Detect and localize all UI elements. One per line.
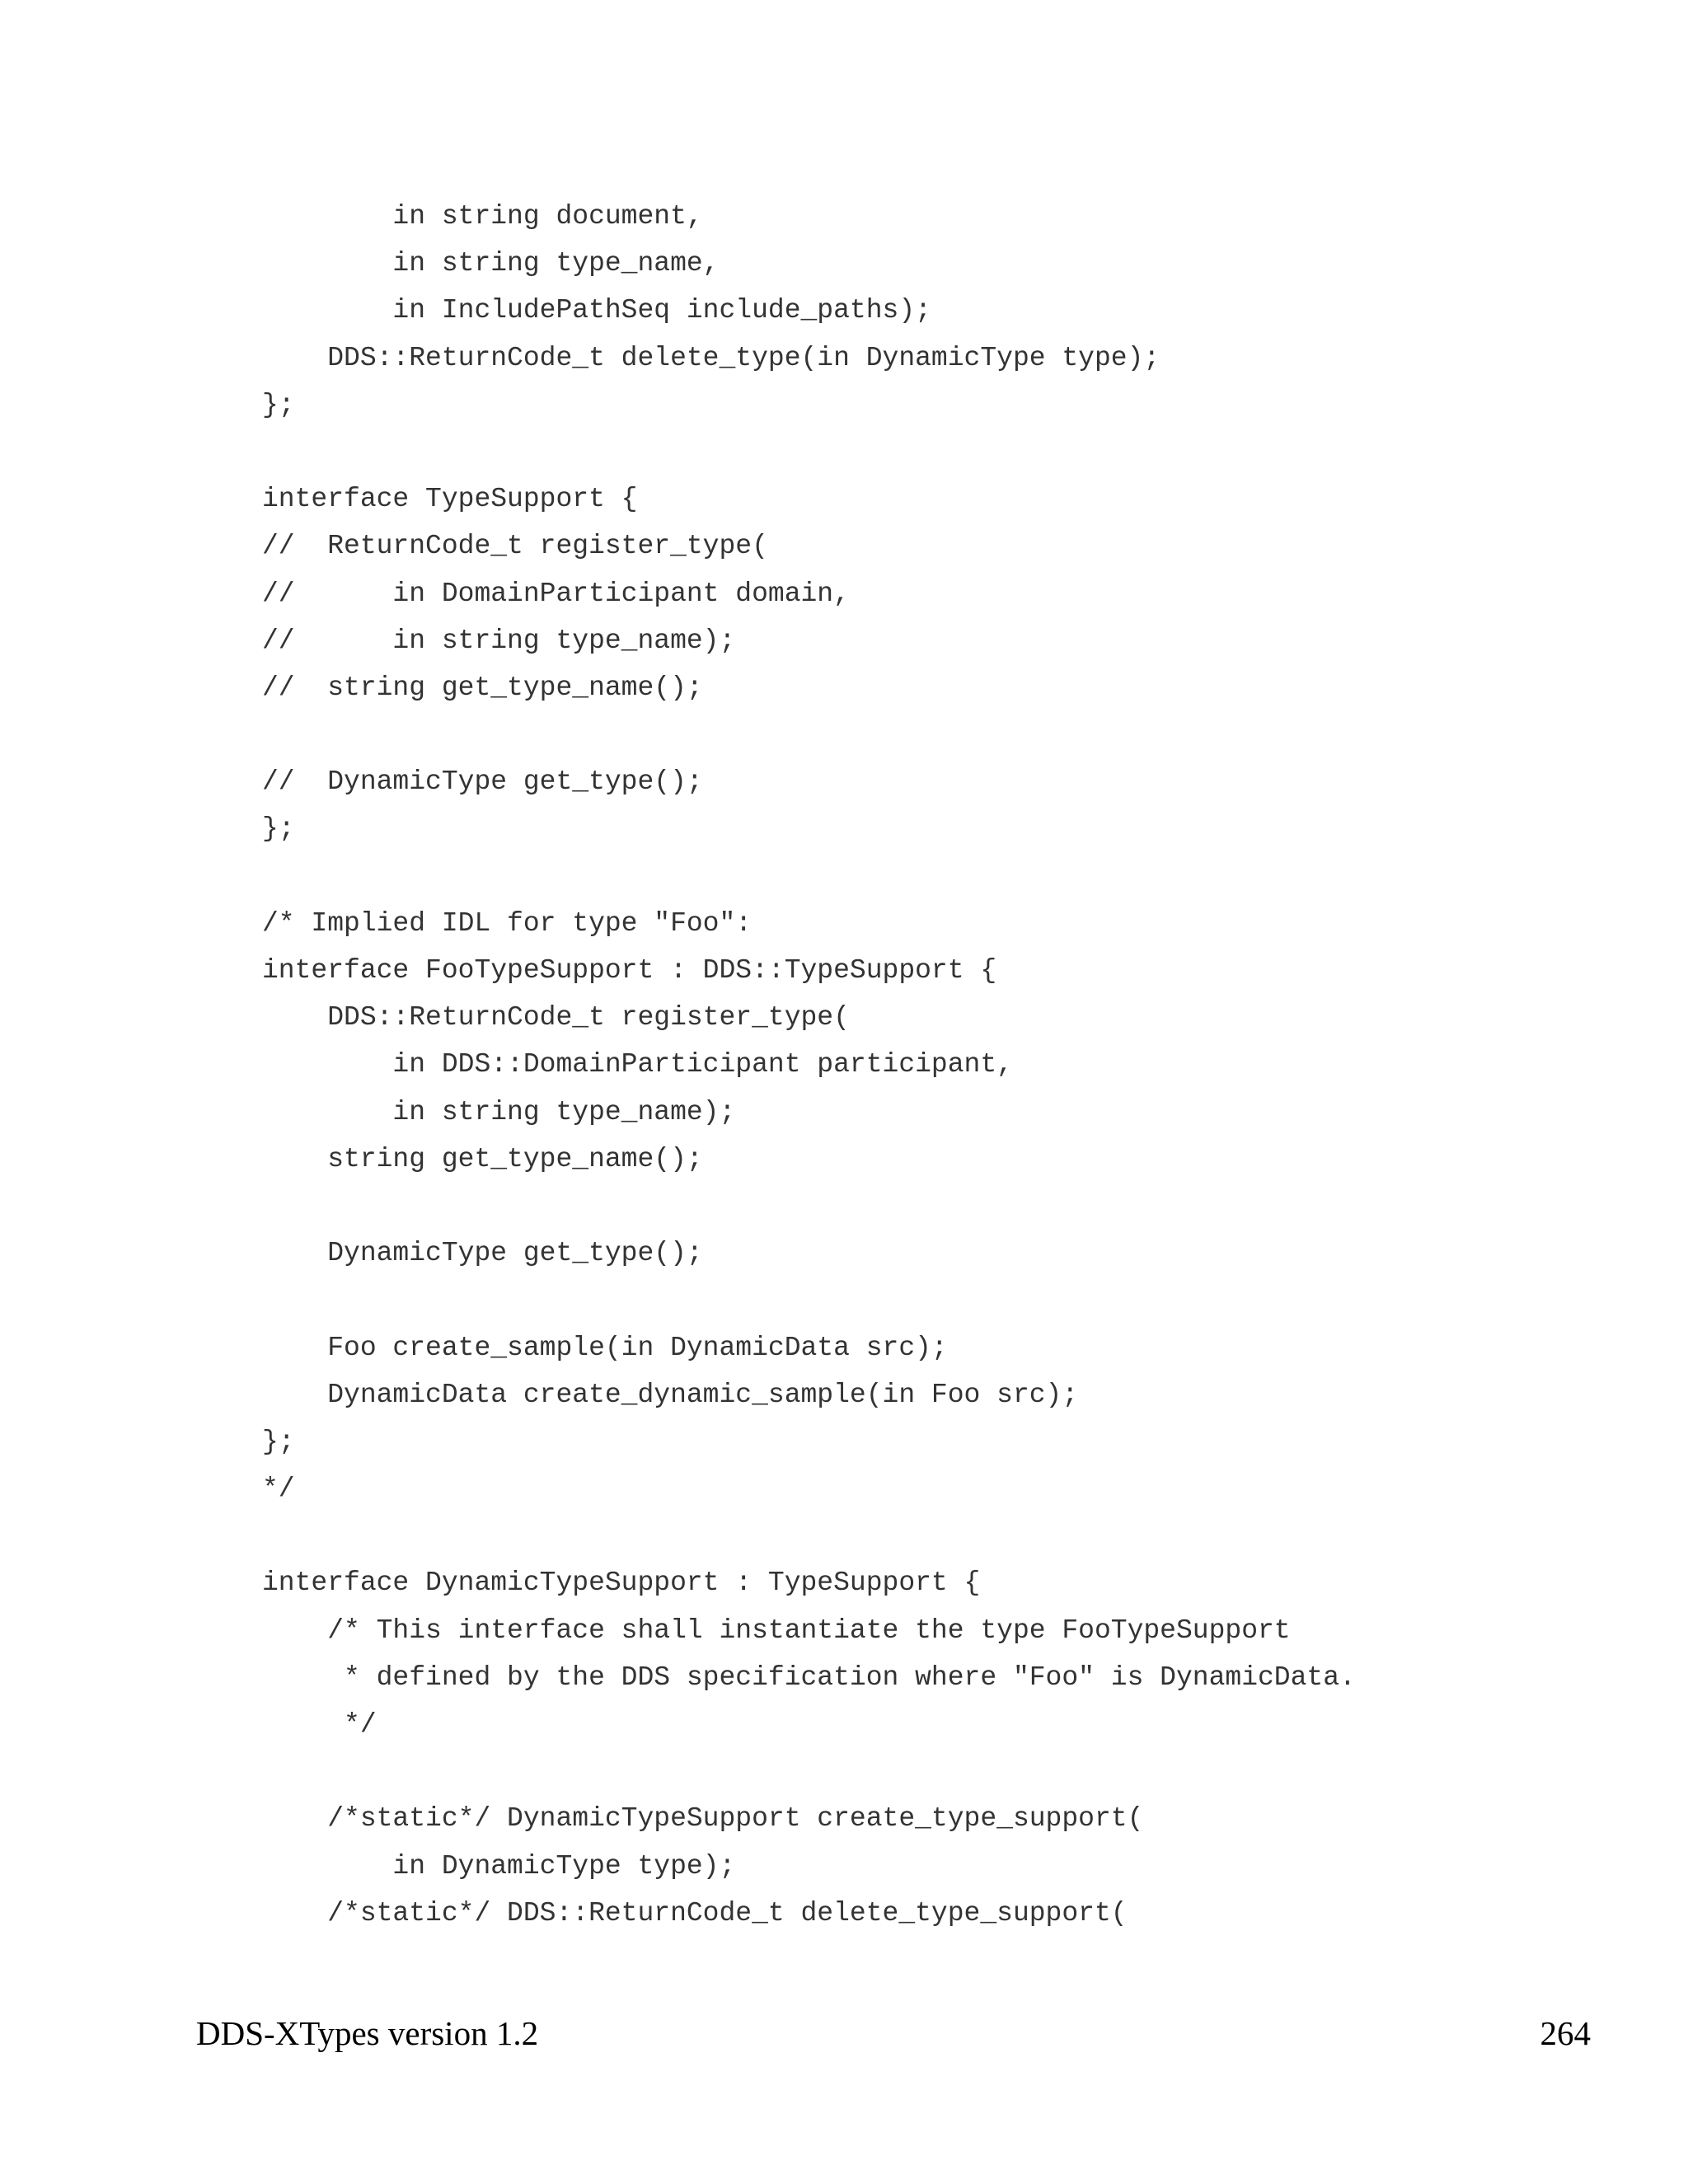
code-line: Foo create_sample(in DynamicData src); [262,1332,948,1363]
code-line: }; [262,1426,295,1457]
code-line: interface DynamicTypeSupport : TypeSupport { [262,1568,981,1599]
code-line: in IncludePathSeq include_paths); [262,295,931,326]
code-line: * defined by the DDS specification where "Foo" is DynamicData. [262,1661,1356,1693]
code-line [262,853,1356,900]
code-line: /* Implied IDL for type "Foo": [262,907,753,939]
code-line: // string get_type_name(); [262,672,703,703]
code-line: DynamicData create_dynamic_sample(in Foo src); [262,1379,1079,1410]
code-line [262,1183,1356,1230]
code-line: // ReturnCode_t register_type( [262,531,768,562]
code-line: }; [262,813,295,845]
code-line: interface TypeSupport { [262,484,638,515]
code-line: // in string type_name); [262,625,736,656]
code-line [262,711,1356,758]
code-line [262,1512,1356,1559]
code-line: }; [262,389,295,420]
code-line: interface FooTypeSupport : DDS::TypeSupport { [262,955,997,986]
code-line: */ [262,1709,377,1740]
code-line: // DynamicType get_type(); [262,766,703,798]
code-line: in string type_name, [262,248,720,279]
code-line: DDS::ReturnCode_t delete_type(in DynamicType type); [262,342,1160,373]
code-line [262,1748,1356,1795]
code-line [262,429,1356,476]
idl-code-listing [262,193,1356,1937]
code-line: /*static*/ DynamicTypeSupport create_type_support( [262,1803,1144,1835]
code-line: */ [262,1474,295,1505]
code-line: DDS::ReturnCode_t register_type( [262,1002,850,1033]
code-line: in DynamicType type); [262,1850,736,1882]
code-line: // in DomainParticipant domain, [262,578,850,609]
code-line: in DDS::DomainParticipant participant, [262,1049,1013,1080]
code-line [262,1277,1356,1324]
code-line: in string document, [262,201,703,232]
code-line: /*static*/ DDS::ReturnCode_t delete_type_support( [262,1897,1128,1929]
code-line: string get_type_name(); [262,1143,703,1174]
code-line: in string type_name); [262,1096,736,1127]
code-line: DynamicType get_type(); [262,1238,703,1269]
footer-document-title: DDS-XTypes version 1.2 [196,2014,539,2052]
code-line: /* This interface shall instantiate the type FooTypeSupport [262,1615,1291,1646]
footer-page-number: 264 [1540,2014,1591,2052]
